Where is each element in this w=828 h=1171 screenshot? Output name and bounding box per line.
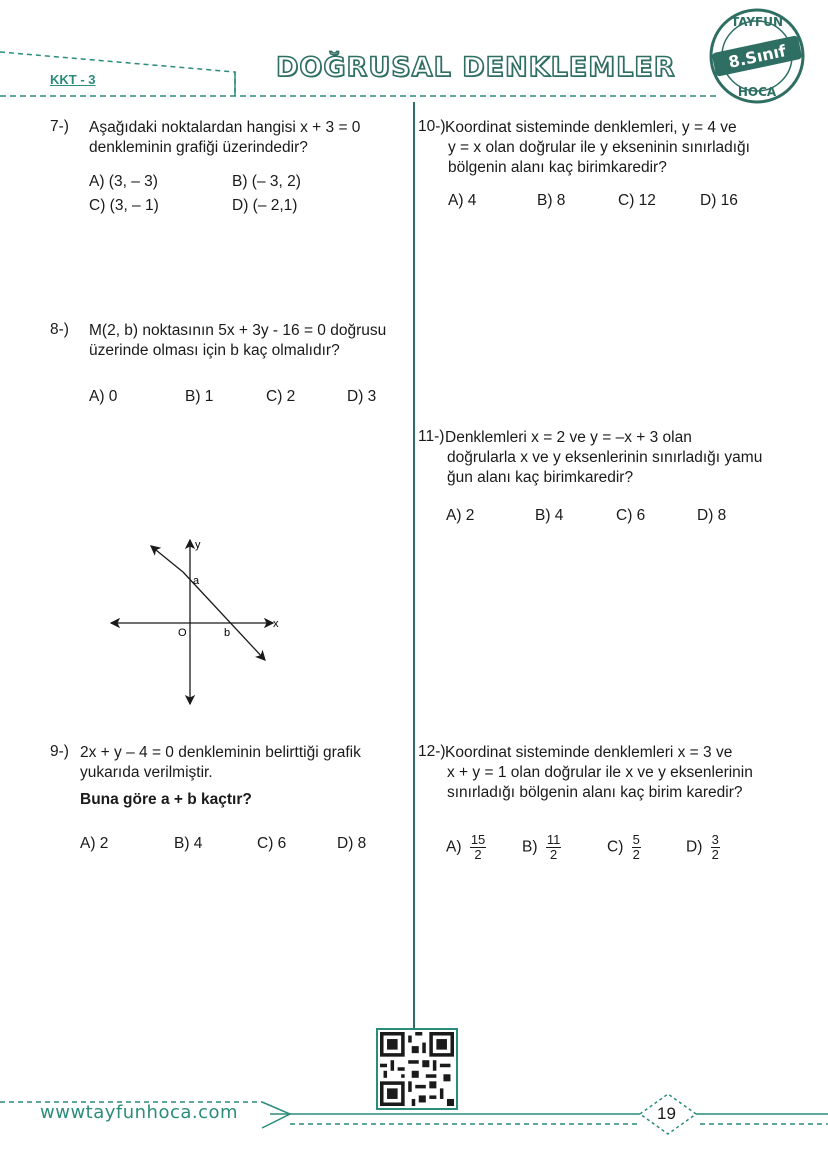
option-label: D) (686, 838, 703, 856)
option-b[interactable]: B) 4 (174, 835, 203, 852)
option-a[interactable]: A) 4 (448, 192, 477, 209)
option-d[interactable]: D) 16 (700, 192, 738, 209)
option-c[interactable]: C) 6 (616, 507, 646, 524)
question-text (80, 743, 361, 810)
origin-label: O (178, 627, 187, 639)
question-number: 10-) (418, 118, 446, 135)
option-a[interactable]: A) 2 (446, 507, 475, 524)
option-a[interactable] (446, 833, 486, 862)
option-c[interactable] (607, 833, 641, 862)
badge-bottom-text: HOCA (737, 85, 777, 99)
option-d[interactable]: D) 8 (697, 507, 727, 524)
x-intercept-label: b (224, 627, 231, 639)
question-text (445, 428, 762, 488)
question-text (89, 118, 360, 158)
question-line: doğrularla x ve y eksenlerinin sınırladığı yamu (447, 449, 763, 466)
question-line: y = x olan doğrular ile y ekseninin sınırladığı (448, 139, 750, 156)
website-link[interactable]: wwwtayfunhoca.com (40, 1102, 239, 1123)
question-line: yukarıda verilmiştir. (80, 764, 213, 781)
page-number: 19 (657, 1104, 676, 1123)
grade-badge-icon (707, 6, 807, 106)
x-axis-label: x (273, 618, 279, 630)
option-label: C) (607, 838, 624, 856)
question-text (89, 321, 386, 361)
column-divider (413, 102, 415, 1028)
option-b[interactable]: B) 1 (185, 388, 214, 405)
option-label: A) (446, 838, 462, 856)
question-line: Denklemleri x = 2 ve y = –x + 3 olan (445, 429, 692, 446)
line-graph (105, 532, 290, 712)
option-fraction: $\frac{3}{2}$ (711, 832, 719, 862)
question-line: 2x + y – 4 = 0 denkleminin belirttiği grafik (80, 744, 361, 761)
option-b[interactable]: B) 8 (537, 192, 566, 209)
option-b[interactable] (522, 833, 561, 862)
option-c[interactable]: C) 2 (266, 388, 296, 405)
option-c[interactable]: C) 6 (257, 835, 287, 852)
option-c[interactable]: C) 12 (618, 192, 656, 209)
question-line: bölgenin alanı kaç birimkaredir? (448, 159, 667, 176)
option-b[interactable]: B) 4 (535, 507, 564, 524)
question-number: 8-) (50, 321, 69, 338)
question-line: x + y = 1 olan doğrular ile x ve y eksenlerinin (447, 764, 753, 781)
option-c[interactable]: C) (3, – 1) (89, 197, 159, 214)
option-d[interactable] (686, 833, 720, 862)
badge-top-text: TAYFUN (730, 15, 784, 29)
y-intercept-label: a (193, 575, 200, 587)
option-a[interactable]: A) 0 (89, 388, 118, 405)
badge-middle-text: 8.Sınıf (726, 41, 788, 72)
option-d[interactable]: D) 3 (347, 388, 377, 405)
question-line: Buna göre a + b kaçtır? (80, 791, 252, 808)
y-axis-label: y (195, 539, 201, 551)
question-line: M(2, b) noktasının 5x + 3y - 16 = 0 doğrusu (89, 322, 387, 339)
question-line: denkleminin grafiği üzerindedir? (89, 139, 308, 156)
question-line: ğun alanı kaç birimkaredir? (447, 469, 634, 486)
question-line: sınırladığı bölgenin alanı kaç birim karedir? (447, 784, 743, 801)
option-fraction: $\frac{5}{2}$ (632, 832, 640, 862)
question-number: 9-) (50, 743, 69, 760)
option-b[interactable]: B) (– 3, 2) (232, 173, 301, 190)
question-text (445, 118, 750, 178)
option-label: B) (522, 838, 538, 856)
question-number: 12-) (418, 743, 446, 760)
question-line: Koordinat sisteminde denklemleri, y = 4 ve (445, 119, 737, 136)
graph-line (151, 546, 183, 572)
option-fraction: $\frac{11}{2}$ (546, 832, 561, 862)
question-line: üzerinde olması için b kaç olmalıdır? (89, 342, 340, 359)
option-fraction: $\frac{15}{2}$ (470, 832, 486, 862)
question-line: Aşağıdaki noktalardan hangisi x + 3 = 0 (89, 119, 361, 136)
question-text (445, 743, 753, 803)
question-number: 7-) (50, 118, 69, 135)
page-title: DOĞRUSAL DENKLEMLER (276, 52, 676, 83)
option-d[interactable]: D) (– 2,1) (232, 197, 298, 214)
option-d[interactable]: D) 8 (337, 835, 367, 852)
option-a[interactable]: A) (3, – 3) (89, 173, 158, 190)
question-line: Koordinat sisteminde denklemleri x = 3 ve (445, 744, 733, 761)
worksheet-code: KKT - 3 (50, 72, 96, 87)
option-a[interactable]: A) 2 (80, 835, 109, 852)
question-number: 11-) (418, 428, 445, 445)
